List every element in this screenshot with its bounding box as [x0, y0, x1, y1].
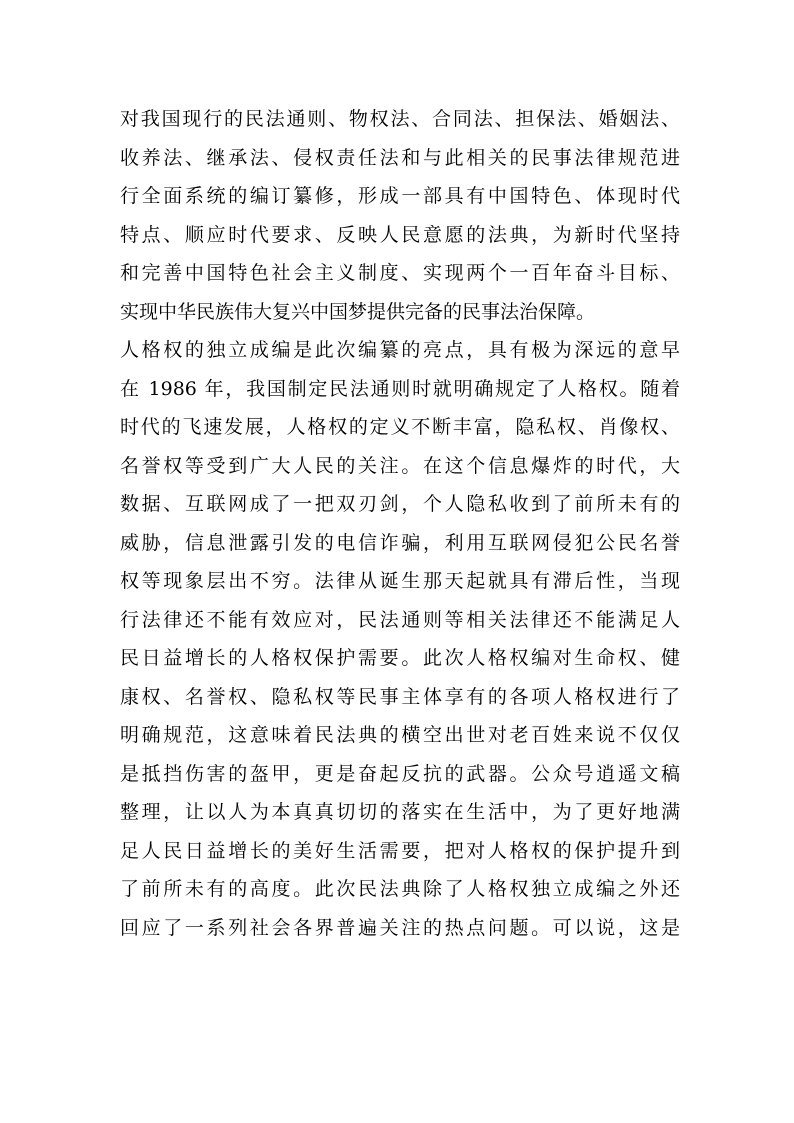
text-line: 明确规范，这意味着民法典的横空出世对老百姓来说不仅仅: [120, 724, 680, 746]
body-text: [120, 100, 680, 947]
text-line: 在 1986 年，我国制定民法通则时就明确规定了人格权。随着: [120, 377, 680, 400]
text-line: 对我国现行的民法通则、物权法、合同法、担保法、婚姻法、: [120, 108, 680, 130]
text-line: 时代的飞速发展，人格权的定义不断丰富，隐私权、肖像权、: [120, 416, 680, 438]
text-line: 整理，让以人为本真真切切的落实在生活中，为了更好地满: [120, 801, 680, 823]
text-line: 数据、互联网成了一把双刃剑，个人隐私收到了前所未有的: [120, 493, 680, 515]
text-line: 足人民日益增长的美好生活需要，把对人格权的保护提升到: [120, 839, 680, 862]
text-line: 回应了一系列社会各界普遍关注的热点问题。可以说，这是: [120, 916, 680, 939]
text-line: 行全面系统的编订纂修，形成一部具有中国特色、体现时代: [120, 185, 680, 207]
text-line: 和完善中国特色社会主义制度、实现两个一百年奋斗目标、: [120, 262, 680, 284]
text-line: 康权、名誉权、隐私权等民事主体享有的各项人格权进行了: [120, 685, 680, 708]
text-line: 民日益增长的人格权保护需要。此次人格权编对生命权、健: [120, 647, 680, 669]
text-line: 实现中华民族伟大复兴中国梦提供完备的民事法治保障。: [120, 300, 596, 323]
text-line: 威胁，信息泄露引发的电信诈骗，利用互联网侵犯公民名誉: [120, 531, 680, 554]
text-line: 收养法、继承法、侵权责任法和与此相关的民事法律规范进: [120, 146, 680, 169]
text-line: 权等现象层出不穷。法律从诞生那天起就具有滞后性，当现: [120, 570, 680, 592]
text-line: 是抵挡伤害的盔甲，更是奋起反抗的武器。公众号逍遥文稿: [120, 762, 680, 785]
text-line: 了前所未有的高度。此次民法典除了人格权独立成编之外还: [120, 878, 680, 900]
text-line: 名誉权等受到广大人民的关注。在这个信息爆炸的时代，大: [120, 454, 680, 477]
text-line: 行法律还不能有效应对，民法通则等相关法律还不能满足人: [120, 608, 680, 631]
text-line: 特点、顺应时代要求、反映人民意愿的法典，为新时代坚持: [120, 223, 680, 246]
text-line: 人格权的独立成编是此次编纂的亮点，具有极为深远的意早: [120, 339, 680, 361]
